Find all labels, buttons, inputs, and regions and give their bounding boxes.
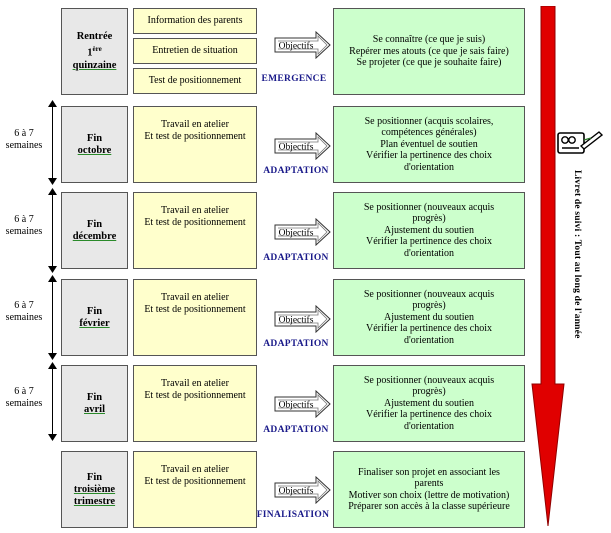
period-box-rentree	[61, 8, 128, 95]
duration-text: semaines	[5, 140, 43, 151]
timeline-down-arrow	[530, 6, 566, 528]
period-box-fevrier	[61, 279, 128, 356]
bracket-arrow-down-icon	[48, 434, 57, 441]
goal-line: Se projeter (ce que je souhaite faire)	[356, 57, 502, 69]
duration-label	[0, 128, 48, 152]
goal-line: Plan éventuel de soutien	[380, 138, 478, 150]
goal-line: Vérifier la pertinence des choix	[365, 323, 493, 335]
activity-text: Et test de positionnement	[144, 390, 246, 401]
goal-line: compétences générales)	[381, 127, 477, 139]
objectifs-label: Objectifs	[278, 142, 314, 153]
bracket-arrow-down-icon	[48, 266, 57, 273]
objectifs-arrow-icon	[274, 305, 331, 333]
period-label: Rentrée	[76, 31, 113, 43]
bracket-arrow-down-icon	[48, 178, 57, 185]
goal-line: Motiver son choix (lettre de motivation)	[348, 489, 510, 501]
period-label: Fin	[86, 471, 103, 483]
goal-line: progrès)	[412, 386, 446, 398]
period-label: 1ère	[87, 45, 102, 59]
goal-box	[333, 192, 525, 269]
period-box-decembre	[61, 192, 128, 269]
activity-box	[133, 192, 257, 269]
period-sublabel: octobre	[77, 144, 112, 156]
sidebar-vertical-label: Livret de suivi : Tout au long de l'année	[572, 170, 582, 339]
period-label: Fin	[86, 391, 103, 403]
bracket-arrow-up-icon	[48, 188, 57, 195]
objectifs-label: Objectifs	[278, 41, 314, 52]
duration-bracket	[52, 102, 53, 182]
period-sublabel: troisième	[73, 483, 116, 495]
goal-line: Ajustement du soutien	[384, 397, 474, 409]
objectifs-arrow-icon	[274, 476, 331, 504]
objectifs-label: Objectifs	[278, 228, 314, 239]
objectifs-label: Objectifs	[278, 315, 314, 326]
activity-box	[133, 451, 257, 528]
bracket-arrow-up-icon	[48, 100, 57, 107]
period-label: Fin	[86, 132, 103, 144]
phase-label: ADAPTATION	[263, 166, 329, 176]
goal-line: Vérifier la pertinence des choix	[365, 236, 493, 248]
goal-line: Se positionner (acquis scolaires,	[364, 115, 494, 127]
activity-box	[133, 365, 257, 442]
period-sublabel: avril	[84, 403, 105, 415]
goal-line: Vérifier la pertinence des choix	[365, 409, 493, 421]
phase-label: FINALISATION	[256, 510, 330, 520]
goal-line: d'orientation	[403, 247, 455, 259]
duration-text: 6 à 7	[14, 386, 34, 397]
duration-bracket	[52, 190, 53, 270]
period-sublabel: quinzaine	[72, 59, 117, 71]
objectifs-arrow-icon	[274, 390, 331, 418]
goal-line: progrès)	[412, 300, 446, 312]
activity-text: Travail en atelier	[161, 378, 229, 389]
activity-box	[133, 106, 257, 183]
goal-line: progrès)	[412, 213, 446, 225]
goal-line: Ajustement du soutien	[384, 224, 474, 236]
goal-box	[333, 451, 525, 528]
goal-box	[333, 106, 525, 183]
objectifs-label: Objectifs	[278, 400, 314, 411]
phase-label: ADAPTATION	[263, 339, 329, 349]
bracket-arrow-up-icon	[48, 362, 57, 369]
activity-box	[133, 38, 257, 64]
goal-box	[333, 365, 525, 442]
goal-line: Se positionner (nouveaux acquis	[363, 201, 495, 213]
activity-text: Et test de positionnement	[144, 476, 246, 487]
period-sublabel: février	[79, 317, 110, 329]
activity-text: Et test de positionnement	[144, 217, 246, 228]
period-label: Fin	[86, 305, 103, 317]
activity-box	[133, 68, 257, 94]
bracket-arrow-down-icon	[48, 353, 57, 360]
duration-text: semaines	[5, 398, 43, 409]
duration-text: semaines	[5, 226, 43, 237]
duration-text: 6 à 7	[14, 300, 34, 311]
duration-label	[0, 386, 48, 410]
duration-bracket	[52, 277, 53, 357]
phase-label: ADAPTATION	[263, 253, 329, 263]
goal-line: Préparer son accès à la classe supérieure	[348, 501, 510, 512]
activity-box	[133, 279, 257, 356]
duration-label	[0, 300, 48, 324]
goal-line: Se connaître (ce que je suis)	[372, 34, 486, 46]
phase-label: EMERGENCE	[261, 74, 327, 84]
period-sublabel: trimestre	[73, 495, 116, 507]
goal-line: d'orientation	[403, 420, 455, 432]
activity-text: Information des parents	[147, 15, 243, 26]
period-box-avril	[61, 365, 128, 442]
booklet-pen-icon	[555, 128, 603, 158]
phase-label: ADAPTATION	[263, 425, 329, 435]
activity-text: Et test de positionnement	[144, 131, 246, 142]
objectifs-arrow-icon	[274, 132, 331, 160]
activity-text: Entretien de situation	[152, 45, 238, 56]
goal-line: parents	[414, 478, 444, 489]
goal-line: d'orientation	[403, 334, 455, 346]
duration-label	[0, 214, 48, 238]
activity-box	[133, 8, 257, 34]
goal-box	[333, 279, 525, 356]
goal-line: Se positionner (nouveaux acquis	[363, 288, 495, 300]
goal-line: Se positionner (nouveaux acquis	[363, 374, 495, 386]
goal-line: Ajustement du soutien	[384, 311, 474, 323]
period-box-octobre	[61, 106, 128, 183]
activity-text: Travail en atelier	[161, 119, 229, 130]
duration-text: 6 à 7	[14, 214, 34, 225]
period-label: Fin	[86, 218, 103, 230]
goal-box	[333, 8, 525, 95]
goal-line: Finaliser son projet en associant les	[358, 466, 500, 478]
goal-line: Vérifier la pertinence des choix	[365, 150, 493, 162]
bracket-arrow-up-icon	[48, 275, 57, 282]
objectifs-label: Objectifs	[278, 486, 314, 497]
activity-text: Et test de positionnement	[144, 304, 246, 315]
duration-text: 6 à 7	[14, 128, 34, 139]
goal-line: Repérer mes atouts (ce que je sais faire)	[349, 45, 509, 57]
duration-bracket	[52, 364, 53, 438]
goal-line: d'orientation	[403, 161, 455, 173]
duration-text: semaines	[5, 312, 43, 323]
period-sublabel: décembre	[72, 230, 117, 242]
activity-text: Travail en atelier	[161, 205, 229, 216]
period-box-troisieme-trimestre	[61, 451, 128, 528]
activity-text: Travail en atelier	[161, 292, 229, 303]
activity-text: Test de positionnement	[148, 75, 242, 86]
objectifs-arrow-icon	[274, 31, 331, 59]
activity-text: Travail en atelier	[161, 464, 229, 475]
objectifs-arrow-icon	[274, 218, 331, 246]
